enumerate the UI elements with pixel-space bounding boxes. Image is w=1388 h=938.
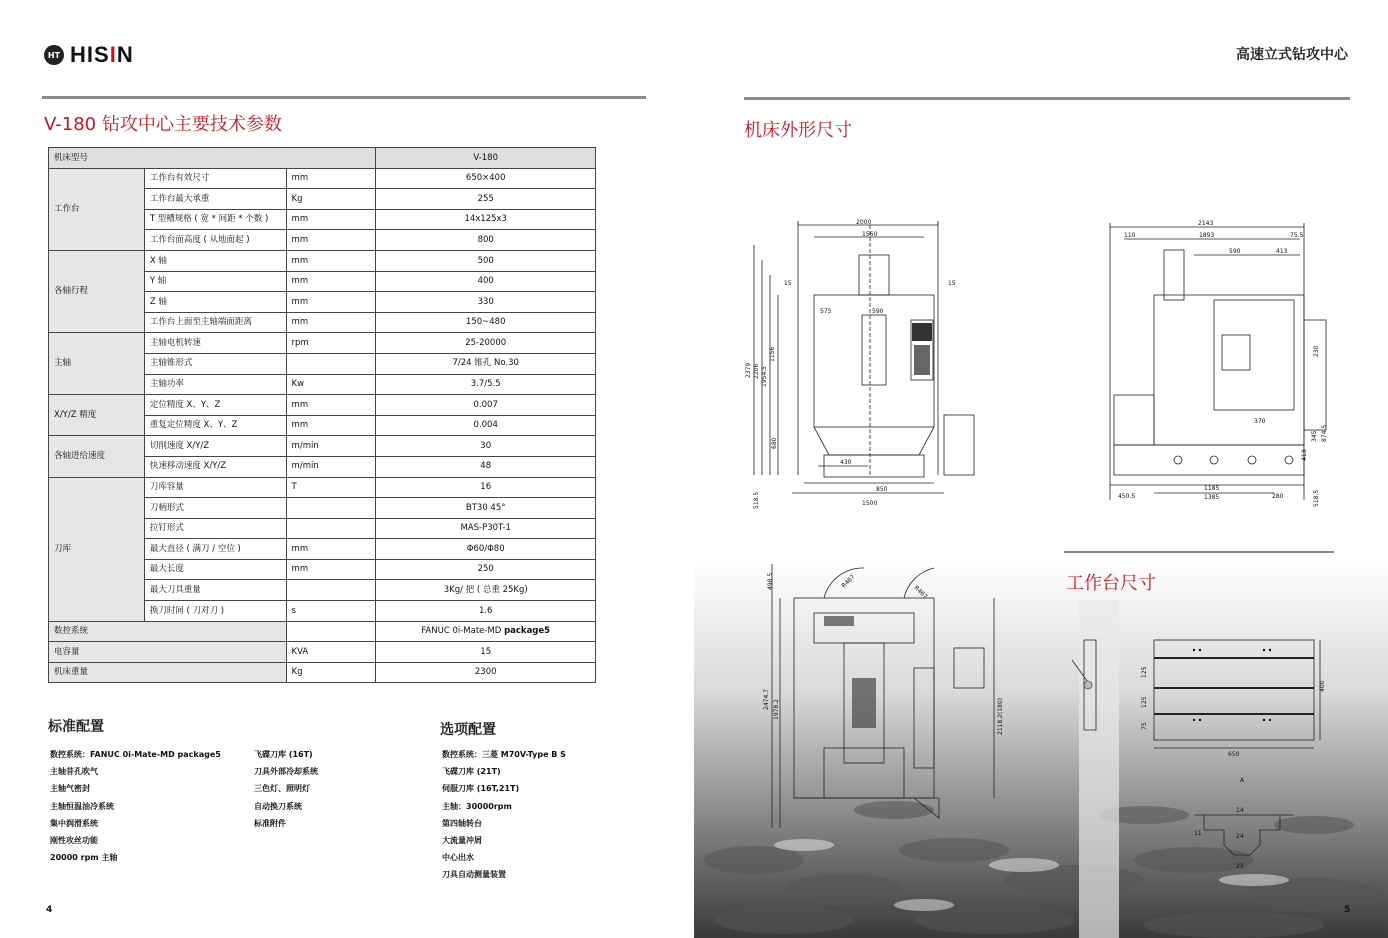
table-row <box>49 168 596 189</box>
item-cell: 工作台面高度 ( 从地面起 ) <box>144 230 286 251</box>
dim-top-v1: 498.5 <box>767 572 774 590</box>
table-row <box>49 395 596 416</box>
group-label-cell: 主轴 <box>49 333 145 395</box>
list-item: 主轴昔孔吹气 <box>50 767 98 777</box>
dim-side-d4: 590 <box>1229 248 1241 255</box>
dim-slot-mid: 24 <box>1236 833 1244 840</box>
value-cell <box>376 621 596 642</box>
item-cell: Z 轴 <box>144 292 286 313</box>
group-label-cell: 刀库 <box>49 477 145 621</box>
item-cell: 切削速度 X/Y/Z <box>144 436 286 457</box>
outline-dimensions-title: 机床外形尺寸 <box>744 120 852 141</box>
unit-cell: mm <box>286 209 376 230</box>
footer-label-cell: 机床重量 <box>49 662 287 683</box>
unit-cell <box>286 518 376 539</box>
list-item: 飞碟刀库 (16T) <box>254 750 313 759</box>
page-number-left: 4 <box>46 905 53 915</box>
dim-front-d1: 1560 <box>862 231 878 238</box>
dim-table-height: 400 <box>1319 680 1326 692</box>
dim-front-h1: 2379 <box>745 362 752 378</box>
section-divider <box>744 97 1350 100</box>
item-cell: 拉钉形式 <box>144 518 286 539</box>
value-cell: 14x125x3 <box>376 209 596 230</box>
list-item: 自动换刀系统 <box>254 801 302 811</box>
dim-slot-depth: 11 <box>1194 830 1202 837</box>
list-item: 中心出水 <box>442 853 474 863</box>
dim-side-f1: 518.5 <box>1313 489 1320 507</box>
unit-cell: mm <box>286 312 376 333</box>
item-cell: 最大直径 ( 满刀 / 空位 ) <box>144 539 286 560</box>
dim-side-b3: 1385 <box>1204 494 1220 501</box>
right-page <box>694 0 1388 938</box>
value-cell: BT30 45° <box>376 498 596 519</box>
unit-cell: mm <box>286 559 376 580</box>
dim-side-d3: 75.5 <box>1290 232 1304 239</box>
value-cell: 250 <box>376 559 596 580</box>
list-item: 主轴恒温油冷系统 <box>50 801 114 811</box>
value-text: FANUC 0i-Mate-MD <box>421 626 505 637</box>
worktable-dimensions-title: 工作台尺寸 <box>1066 573 1156 594</box>
dim-front-d2: 575 <box>820 308 832 315</box>
item-cell: T 型槽规格 ( 宽 * 间距 * 个数 ) <box>144 209 286 230</box>
spec-table <box>48 147 596 683</box>
dim-table-width: 650 <box>1228 751 1240 758</box>
item-cell: 最大刀具重量 <box>144 580 286 601</box>
group-label-cell: 各轴进给速度 <box>49 436 145 477</box>
list-item: 三色灯、照明灯 <box>254 784 310 794</box>
value-cell: 3Kg/ 把 ( 总重 25Kg) <box>376 580 596 601</box>
dim-table-s3: 75 <box>1141 722 1148 730</box>
page-number-right: 5 <box>1344 905 1351 915</box>
group-label-cell: 工作台 <box>49 168 145 250</box>
value-cell: 400 <box>376 271 596 292</box>
item-cell: X 轴 <box>144 250 286 271</box>
item-cell: 主轴功率 <box>144 374 286 395</box>
item-cell: 重复定位精度 X、Y、Z <box>144 415 286 436</box>
unit-cell: mm <box>286 230 376 251</box>
standard-config-list-1 <box>50 746 221 866</box>
value-text: 2300 <box>474 667 497 678</box>
item-cell: 刀库容量 <box>144 477 286 498</box>
dim-side-d5: 413 <box>1276 248 1288 255</box>
item-cell: 工作台最大承重 <box>144 189 286 210</box>
unit-cell: mm <box>286 395 376 416</box>
dim-front-h5: 680 <box>771 437 778 449</box>
dim-front-h2: 2206 <box>753 363 760 379</box>
dim-slot-top: 14 <box>1236 807 1244 814</box>
list-item: 主轴气密封 <box>50 784 90 794</box>
table-row <box>49 333 596 354</box>
list-item: 集中润滑系统 <box>50 818 98 828</box>
dim-front-d3: 590 <box>872 308 884 315</box>
table-row <box>49 621 596 642</box>
worktable-drawing <box>1064 630 1334 885</box>
value-cell: 25-20000 <box>376 333 596 354</box>
spec-title: V-180 钻攻中心主要技术参数 <box>44 114 282 135</box>
dim-front-d4: 15 <box>784 280 792 287</box>
list-item: 刚性攻丝功能 <box>50 836 98 846</box>
dim-top-r1: R467 <box>840 573 857 590</box>
value-cell: 0.004 <box>376 415 596 436</box>
value-cell: 48 <box>376 456 596 477</box>
table-row <box>49 642 596 663</box>
unit-cell: m/min <box>286 436 376 457</box>
section-marker: A <box>1240 777 1245 784</box>
list-item: 第四轴转台 <box>442 818 482 828</box>
dim-front-d4b: 15 <box>948 280 956 287</box>
value-cell: 650×400 <box>376 168 596 189</box>
logo-wordmark: HISIN <box>70 42 134 67</box>
unit-cell: mm <box>286 415 376 436</box>
dim-slot-bot: 23 <box>1236 863 1244 870</box>
standard-config-title: 标准配置 <box>48 719 104 735</box>
value-cell <box>376 642 596 663</box>
value-cell: 7/24 锥孔 No.30 <box>376 353 596 374</box>
dim-top-v2: 2474.7 <box>763 689 770 710</box>
item-cell: Y 轴 <box>144 271 286 292</box>
footer-label-cell: 数控系统 <box>49 621 287 642</box>
dim-front-b1: 430 <box>840 459 852 466</box>
table-row <box>49 436 596 457</box>
unit-cell: s <box>286 601 376 622</box>
table-row <box>49 148 596 169</box>
list-item: 20000 rpm 主轴 <box>50 853 118 863</box>
dim-side-b1: 450.5 <box>1118 493 1136 500</box>
list-item: 大流量冲屑 <box>442 836 482 846</box>
list-item: 刀具自动测量装置 <box>442 870 506 880</box>
list-item: 数控系统：FANUC 0i-Mate-MD package5 <box>50 750 221 759</box>
value-cell: Φ60/Φ80 <box>376 539 596 560</box>
unit-cell <box>286 621 376 642</box>
list-item: 主轴：30000rpm <box>442 801 512 811</box>
optional-config-title: 选项配置 <box>440 722 496 738</box>
dim-side-d2: 1893 <box>1199 232 1215 239</box>
dim-table-s1: 125 <box>1141 666 1148 678</box>
unit-cell: mm <box>286 271 376 292</box>
unit-cell: m/min <box>286 456 376 477</box>
table-row <box>49 477 596 498</box>
product-category-title: 高速立式钻攻中心 <box>1236 47 1348 63</box>
standard-config-list-2 <box>254 746 318 832</box>
dim-front-h3: 1954.5 <box>761 366 768 387</box>
item-cell: 定位精度 X、Y、Z <box>144 395 286 416</box>
model-label-cell: 机床型号 <box>49 148 376 169</box>
value-cell: 800 <box>376 230 596 251</box>
value-cell: 1.6 <box>376 601 596 622</box>
front-view-drawing <box>744 215 1014 515</box>
dim-side-b4: 280 <box>1272 493 1284 500</box>
unit-cell: rpm <box>286 333 376 354</box>
table-row <box>49 662 596 683</box>
top-view-drawing <box>764 558 1014 848</box>
dim-side-h2: 345 <box>1311 430 1318 442</box>
unit-cell <box>286 353 376 374</box>
dim-front-b3: 1500 <box>862 500 878 507</box>
dim-top-r2: R467 <box>912 584 929 601</box>
item-cell: 快速移动速度 X/Y/Z <box>144 456 286 477</box>
model-value-cell: V-180 <box>376 148 596 169</box>
list-item: 飞碟刀库 (21T) <box>442 767 501 777</box>
footer-label-cell: 电容量 <box>49 642 287 663</box>
section-divider <box>1064 551 1334 553</box>
brand-logo <box>44 42 134 68</box>
value-cell: 500 <box>376 250 596 271</box>
item-cell: 最大长度 <box>144 559 286 580</box>
list-item: 伺服刀库 (16T,21T) <box>442 784 520 794</box>
value-cell: 16 <box>376 477 596 498</box>
dim-top-v3: 1978.2 <box>773 699 780 720</box>
optional-config-list <box>442 746 566 884</box>
dim-side-overall-width: 2143 <box>1198 220 1214 227</box>
dim-side-b2: 1185 <box>1204 485 1220 492</box>
dim-side-h4: 413 <box>1301 449 1308 461</box>
item-cell: 工作台上面至主轴端面距离 <box>144 312 286 333</box>
value-cell <box>376 662 596 683</box>
dim-front-b2: 850 <box>876 486 888 493</box>
value-cell: 0.007 <box>376 395 596 416</box>
dim-front-overall-width: 2000 <box>856 219 872 226</box>
unit-cell: Kg <box>286 662 376 683</box>
dim-top-v4: 2118.2(180) <box>997 697 1004 735</box>
list-item: 标准附件 <box>254 818 286 828</box>
value-text-bold: package5 <box>504 626 551 637</box>
item-cell: 工作台有效尺寸 <box>144 168 286 189</box>
unit-cell: T <box>286 477 376 498</box>
value-cell: 150~480 <box>376 312 596 333</box>
logo-mark-icon: HT <box>44 45 64 65</box>
table-row <box>49 250 596 271</box>
unit-cell: mm <box>286 292 376 313</box>
group-label-cell: 各轴行程 <box>49 250 145 332</box>
unit-cell: Kg <box>286 189 376 210</box>
unit-cell <box>286 498 376 519</box>
unit-cell: KVA <box>286 642 376 663</box>
value-text: 15 <box>480 646 492 657</box>
dim-table-s2: 125 <box>1141 696 1148 708</box>
unit-cell: mm <box>286 539 376 560</box>
dim-front-h4: 1156 <box>769 346 776 362</box>
group-label-cell: X/Y/Z 精度 <box>49 395 145 436</box>
value-cell: MAS-P30T-1 <box>376 518 596 539</box>
unit-cell: mm <box>286 250 376 271</box>
item-cell: 主轴锥形式 <box>144 353 286 374</box>
unit-cell: mm <box>286 168 376 189</box>
item-cell: 换刀时间 ( 刀对刀 ) <box>144 601 286 622</box>
item-cell: 刀柄形式 <box>144 498 286 519</box>
section-divider <box>42 96 646 99</box>
unit-cell <box>286 580 376 601</box>
side-view-drawing <box>1104 215 1344 515</box>
dim-front-f1: 518.5 <box>753 491 760 509</box>
value-cell: 30 <box>376 436 596 457</box>
list-item: 刀具外部冷却系统 <box>254 767 318 777</box>
value-cell: 255 <box>376 189 596 210</box>
list-item: 数控系统：三菱 M70V-Type B S <box>442 750 566 759</box>
unit-cell: Kw <box>286 374 376 395</box>
dim-side-h1: 230 <box>1313 345 1320 357</box>
value-cell: 3.7/5.5 <box>376 374 596 395</box>
dim-side-h3: 874.5 <box>1321 424 1328 442</box>
dim-side-d6: 370 <box>1254 418 1266 425</box>
item-cell: 主轴电机转速 <box>144 333 286 354</box>
value-cell: 330 <box>376 292 596 313</box>
dim-side-d1: 110 <box>1124 232 1136 239</box>
